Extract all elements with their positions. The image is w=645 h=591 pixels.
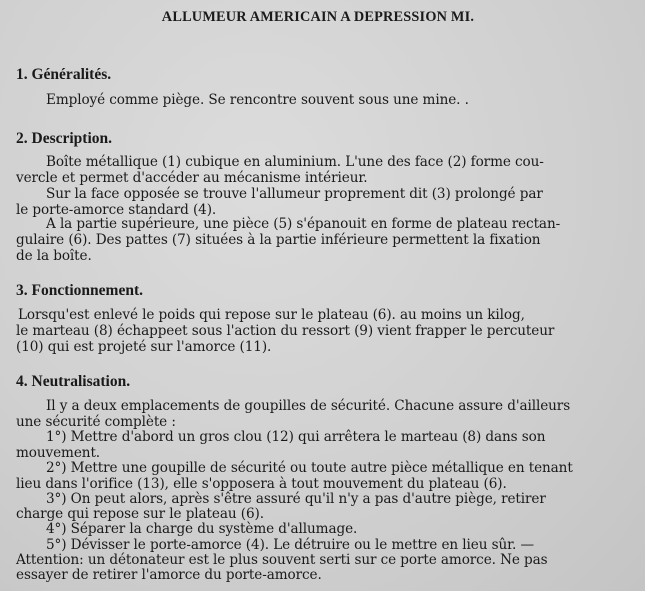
text-line: une sécurité complète : xyxy=(16,414,176,430)
text-line: 2°) Mettre une goupille de sécurité ou toute autre pièce métallique en tenant xyxy=(46,460,573,476)
text-line: (10) qui est projeté sur l'amorce (11). xyxy=(16,339,272,355)
text-line: Employé comme piège. Se rencontre souvent sous une mine. . xyxy=(46,92,469,108)
section-heading-generalites: 1. Généralités. xyxy=(16,66,112,83)
text-line: Lorsqu'est enlevé le poids qui repose sur le plateau (6). au moins un kilog, xyxy=(18,307,525,323)
text-line: de la boîte. xyxy=(16,248,92,264)
text-line: 3°) On peut alors, après s'être assuré qu'il n'y a pas d'autre piège, retirer xyxy=(46,491,546,507)
text-line: vercle et permet d'accéder au mécanisme intérieur. xyxy=(16,170,368,186)
text-line: Sur la face opposée se trouve l'allumeur proprement dit (3) prolongé par xyxy=(46,186,543,202)
text-line: gulaire (6). Des pattes (7) situées à la partie inférieure permettent la fixation xyxy=(16,232,541,248)
text-line: essayer de retirer l'amorce du porte-amorce. xyxy=(16,567,322,583)
text-line: le marteau (8) échappeet sous l'action du ressort (9) vient frapper le percuteur xyxy=(16,323,555,339)
text-line: charge qui repose sur le plateau (6). xyxy=(16,506,264,522)
section-heading-fonctionnement: 3. Fonctionnement. xyxy=(16,282,144,299)
text-line: Boîte métallique (1) cubique en aluminium. L'une des face (2) forme cou- xyxy=(46,154,544,170)
text-line: 1°) Mettre d'abord un gros clou (12) qui arrêtera le marteau (8) dans son xyxy=(46,429,546,445)
text-line: mouvement. xyxy=(16,445,101,461)
section-heading-description: 2. Description. xyxy=(16,130,113,147)
text-line: 4°) Séparer la charge du système d'allumage. xyxy=(46,521,358,537)
text-line: A la partie supérieure, une pièce (5) s'épanouit en forme de plateau rectan- xyxy=(46,216,561,232)
text-line: le porte-amorce standard (4). xyxy=(16,202,217,218)
text-line: Attention: un détonateur est le plus souvent serti sur ce porte amorce. Ne pas xyxy=(16,552,548,568)
text-line: lieu dans l'orifice (13), elle s'opposera à tout mouvement du plateau (6). xyxy=(16,476,507,492)
text-line: 5°) Dévisser le porte-amorce (4). Le détruire ou le mettre en lieu sûr. — xyxy=(46,537,534,553)
text-line: Il y a deux emplacements de goupilles de sécurité. Chacune assure d'ailleurs xyxy=(46,398,571,414)
document-title: ALLUMEUR AMERICAIN A DEPRESSION MI. xyxy=(161,9,475,25)
section-heading-neutralisation: 4. Neutralisation. xyxy=(16,373,131,390)
